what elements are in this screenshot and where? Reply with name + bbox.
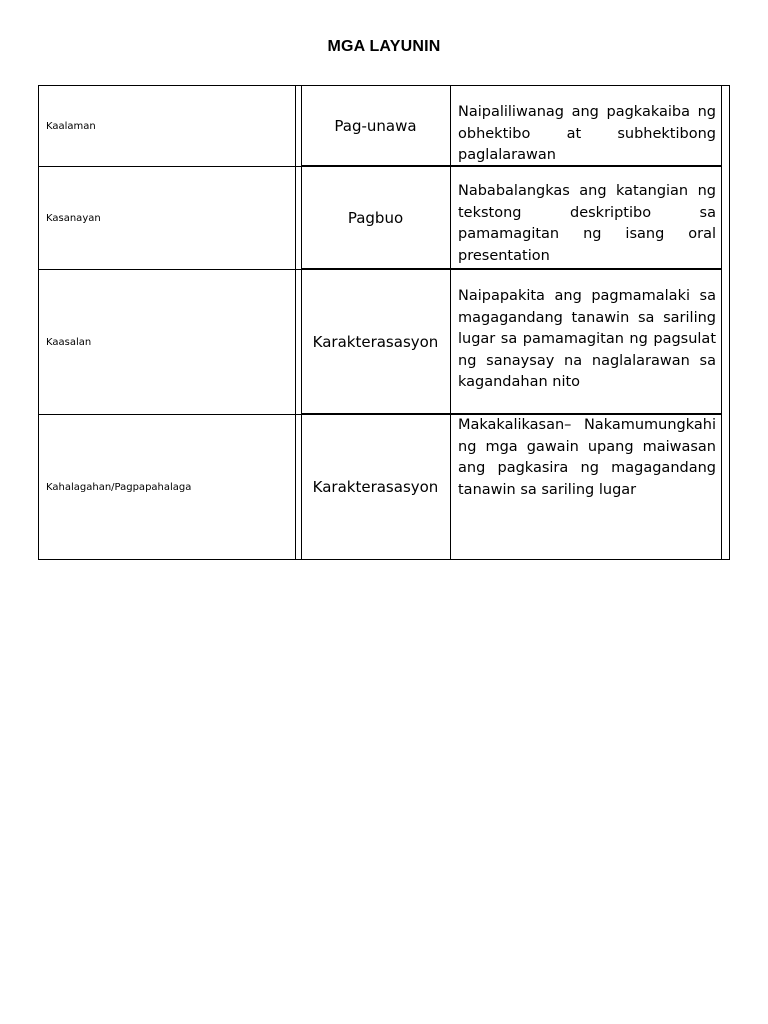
table-row [39, 415, 729, 559]
objective-text: Nababalangkas ang katangian ng tekstong deskriptibo sa pamamagitan ng isang oral presentation [458, 183, 716, 264]
objective-cell [451, 167, 719, 269]
objective-text: Makakalikasan– Nakamumungkahi ng mga gawain upang maiwasan ang pagkasira ng magagandang tanawin sa sariling lugar [458, 417, 716, 498]
objective-cell [451, 270, 719, 414]
objectives-table [38, 85, 730, 560]
table-row [39, 167, 729, 269]
objective-text: Naipaliliwanag ang pagkakaiba ng obhektibo at subhektibong paglalarawan [458, 104, 716, 163]
level-cell: Karakterasasyon [312, 478, 439, 496]
level-cell: Pagbuo [347, 209, 404, 227]
level-cell: Karakterasasyon [312, 333, 439, 351]
table-row [39, 86, 729, 166]
objective-text: Naipapakita ang pagmamalaki sa magagandang tanawin sa sariling lugar sa pamamagitan ng pagsulat ng sanaysay na naglalarawan sa kagandahan nito [458, 288, 716, 390]
domain-cell: Kahalagahan/Pagpapahalaga [46, 481, 192, 493]
level-cell: Pag-unawa [334, 117, 417, 135]
document-title: MGA LAYUNIN [327, 38, 441, 55]
objective-cell [451, 415, 719, 559]
domain-cell: Kasanayan [46, 212, 101, 224]
objective-cell [451, 86, 719, 166]
table-row [39, 270, 729, 414]
domain-cell: Kaasalan [46, 336, 92, 348]
domain-cell: Kaalaman [46, 120, 96, 132]
